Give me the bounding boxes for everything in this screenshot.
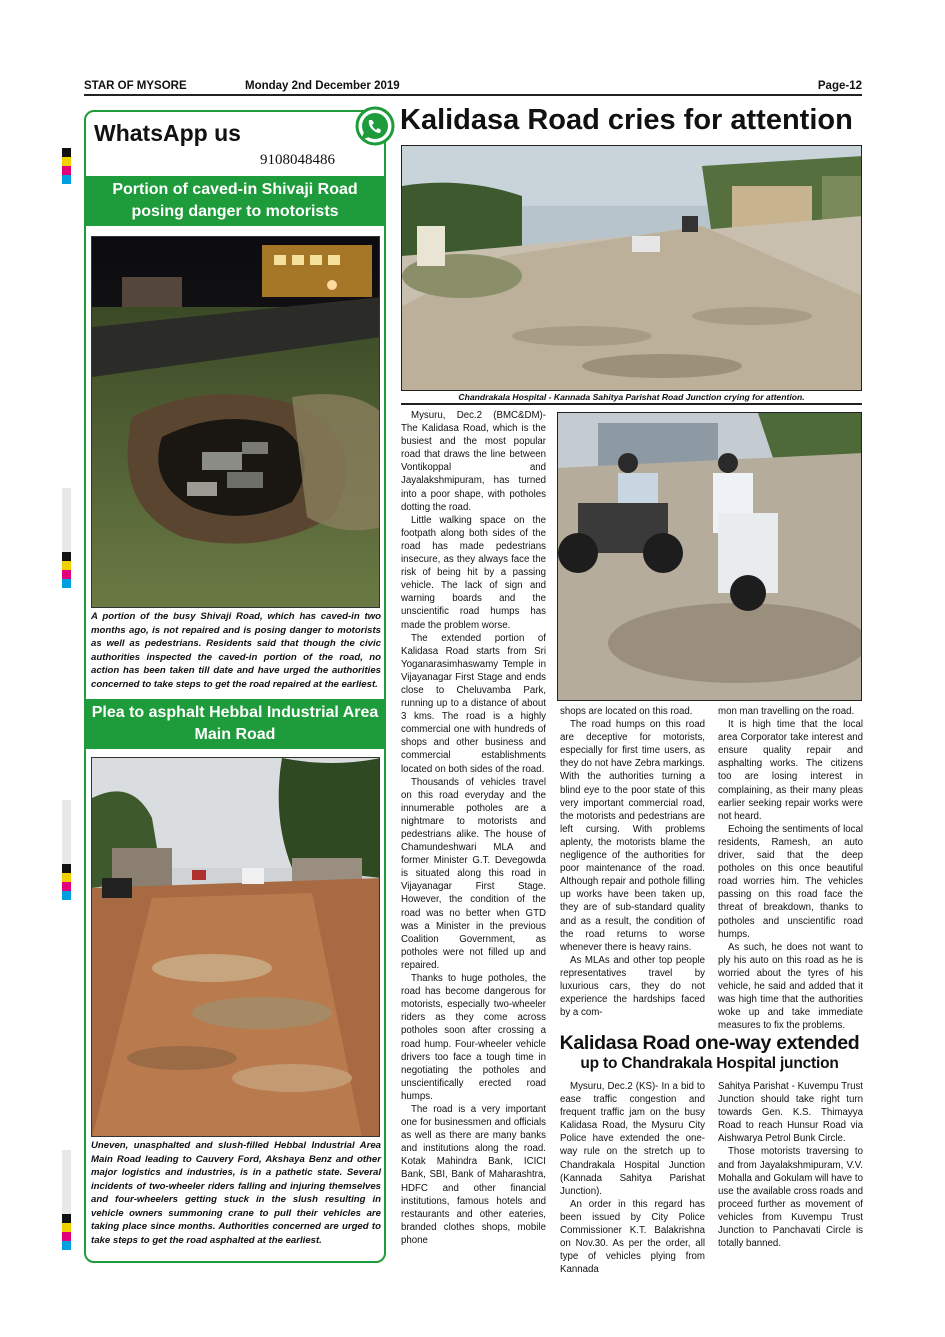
story-paragraph: shops are located on this road. [560, 706, 693, 717]
sub-headline [557, 1032, 862, 1073]
registration-strip [62, 800, 71, 864]
story-paragraph: Mysuru, Dec.2 (BMC&DM)- The Kalidasa Road, which is the busiest and the most popular road that draws the line between Vontikoppal and Jayalakshmipuram, has turned into a poor shape, with potholes dotting the road. [401, 410, 546, 513]
sub-headline-line2: up to Chandrakala Hospital junction [580, 1055, 839, 1072]
main-story-col2 [560, 705, 705, 1019]
whatsapp-icon [351, 106, 395, 146]
registration-strip [62, 488, 71, 552]
riders-illustration [558, 413, 862, 701]
page-number: Page-12 [817, 80, 862, 92]
story-paragraph: As MLAs and other top people representatives travel by luxurious cars, they do not experience the hardships faced by a com- [560, 954, 705, 1019]
whatsapp-block [86, 112, 384, 174]
masthead [84, 80, 862, 96]
junction-illustration [402, 146, 862, 391]
story-paragraph: Thousands of vehicles travel on this road everyday and the innumerable potholes are a nightmare to motorists and pedestrians alike. The house of Chamundeshwari MLA and former Minister G.T. Devegowda is situated along this road in Vijayanagar First Stage. However, the condition of the road was no better when GTD was a Minister in the previous Coalition Government, as potholes were not filled up and repaired. [401, 776, 546, 971]
caved-road-illustration [92, 237, 380, 608]
newspaper-name: STAR OF MYSORE [84, 80, 187, 92]
story-paragraph: It is high time that the local area Corporator take interest and ensure quality repair and asphalting works. The citizens too are losing interest in complaining, as their many pleas earlier seeking repair works were not heard. [718, 719, 863, 822]
color-registration-bar [62, 552, 71, 588]
hebbal-road-photo [91, 757, 380, 1137]
issue-date: Monday 2nd December 2019 [245, 80, 400, 92]
sidebar-box [84, 110, 386, 1263]
riders-photo [557, 412, 862, 701]
sidebar-headline-1: Portion of caved-in Shivaji Road posing danger to motorists [86, 176, 384, 226]
main-headline: Kalidasa Road cries for attention [400, 104, 853, 136]
story-paragraph: mon man travelling on the road. [718, 706, 855, 717]
junction-photo [401, 145, 862, 391]
color-registration-bar [62, 148, 71, 184]
story-paragraph: Echoing the sentiments of local residents, Ramesh, an auto driver, said that the deep potholes on this once beautiful road worries him. The vehicles passing on this road face the threat of breakdown, thanks to potholes and unscientific road humps. [718, 823, 863, 940]
sub-story-col2 [718, 1080, 863, 1250]
story-paragraph: Mysuru, Dec.2 (KS)- In a bid to ease traffic congestion and frequent traffic jam on the busy Kalidasa Road, the Mysuru City Police have extended the one-way rule on the stretch up to Chandrakala Hospital Junction (Kannada Sahitya Parishat Junction). [560, 1081, 705, 1197]
story-paragraph: Sahitya Parishat - Kuvempu Trust Junction should take right turn towards Gen. K.S. Thimayya Road to reach Hunsur Road via Aishwarya Petrol Bunk Circle. [718, 1081, 863, 1145]
color-registration-bar [62, 1214, 71, 1250]
registration-strip [62, 1150, 71, 1214]
story-paragraph: Thanks to huge potholes, the road has become dangerous for motorists, especially two-wheeler riders as they come across potholes soon after crossing a road hump. Four-wheeler vehicle drivers too face a tough time in negotiating the potholes and unscientifically erected road humps. [401, 973, 546, 1102]
main-story-col1 [401, 409, 546, 1247]
whatsapp-number: 9108048486 [260, 152, 335, 168]
story-paragraph: The road is a very important one for businessmen and officials as well as there are many banks and institutions along the road. Kotak Mahindra Bank, ICICI Bank, SBI, Bank of Maharashtra, HDFC and other financial institutions, famous hotels and restaurants and other eateries, branded clothes shops, mobile phone [401, 1103, 546, 1246]
main-story-col3 [718, 705, 863, 1032]
whatsapp-title: WhatsApp us [94, 120, 241, 146]
muddy-road-illustration [92, 758, 380, 1137]
sub-story-col1 [560, 1080, 705, 1276]
sidebar-headline-2: Plea to asphalt Hebbal Industrial Area Main Road [86, 699, 384, 749]
caved-road-photo [91, 236, 380, 608]
color-registration-bar [62, 864, 71, 900]
story-paragraph: Those motorists traversing to and from Jayalakshmipuram, V.V. Mohalla and Gokulam will have to use the available cross roads and proceed further as movement of vehicles from Kuvempu Trust Junction to Panchavati Circle is totally banned. [718, 1146, 863, 1250]
story-paragraph: An order in this regard has been issued by City Police Commissioner K.T. Balakrishna on Nov.30. As per the order, all type of vehicles plying from Kannada [560, 1198, 705, 1276]
sidebar-caption-1: A portion of the busy Shivaji Road, which has caved-in two months ago, is not repaired and is posing danger to motorists as well as pedestrians. Residents said that though the civic authorities inspected the caved-in portion of the road, no action has been taken till date and have urged the authorities concerned to take steps to get the road repaired at the earliest. [91, 611, 381, 690]
junction-photo-caption: Chandrakala Hospital - Kannada Sahitya Parishat Road Junction crying for attention. [401, 392, 862, 405]
story-paragraph: The extended portion of Kalidasa Road starts from Sri Yoganarasimhaswamy Temple in Vijayanagar First Stage and ends close to Cheluvamba Park, running up to a distance of about 3 kms. The road is a highly commercial one with hundreds of shops and other business and commercial establishments located on both sides of the road. [401, 632, 546, 775]
story-paragraph: Little walking space on the footpath along both sides of the road has made pedestrians insecure, as they always face the risk of being hit by a passing vehicle. The lack of sign and warning boards and the unscientific road humps has made the problem worse. [401, 514, 546, 631]
sub-headline-line1: Kalidasa Road one-way extended [559, 1032, 860, 1054]
story-paragraph: The road humps on this road are deceptive for motorists, especially for first time users, as they do not have Zebra markings. With the authorities turning a blind eye to the poor state of this very important commercial road, the motorists and pedestrians are left cursing. With problems aplenty, the motorists blame the negligence of the authorities for poor maintenance of the road. Although repair and pothole filling up works have been taken up, they are of sub-standard quality and as a result, the condition of the road returns to worse whenever there is heavy rains. [560, 719, 705, 953]
story-paragraph: As such, he does not want to ply his auto on this road as he is worried about the tyres of his vehicle, he said and added that it was high time that the authorities woke up and take immediate measures to fix the problems. [718, 941, 863, 1032]
sidebar-caption-2: Uneven, unasphalted and slush-filled Hebbal Industrial Area Main Road leading to Cauvery Ford, Akshaya Benz and other major logistics and industries, is in a pathetic state. Several incidents of two-wheeler riders falling and injuring themselves and four-wheelers getting stuck in the slush resulting in vehicle owners summoning crane to pull their vehicles are taking place since months. Authorities concerned are urged to take steps to get the road asphalted at the earliest. [91, 1140, 381, 1246]
